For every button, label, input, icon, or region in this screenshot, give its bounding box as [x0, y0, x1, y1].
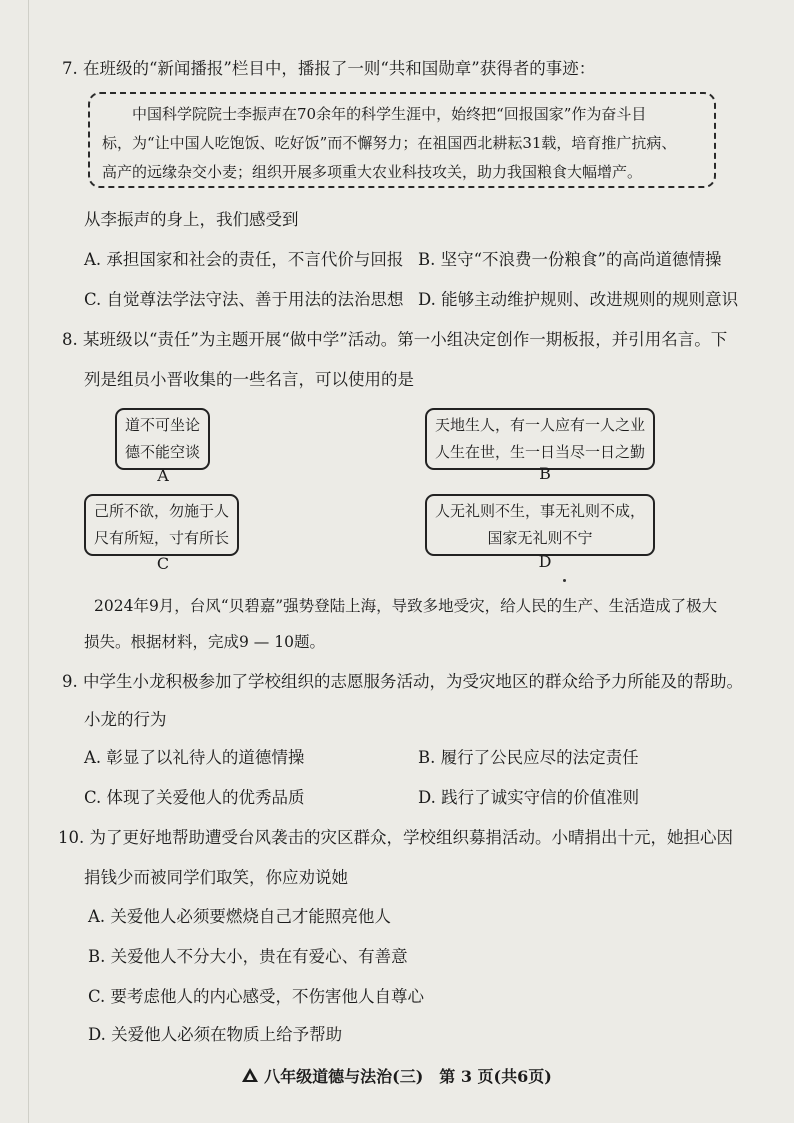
q10-option-c[interactable]: C. 要考虑他人的内心感受，不伤害他人自尊心	[88, 987, 425, 1006]
q8-quote-c-line-2: 尺有所短，寸有所长	[94, 529, 230, 547]
q7-option-d[interactable]: D. 能够主动维护规则、改进规则的规则意识	[418, 290, 739, 309]
q8-label-c: C	[156, 554, 170, 573]
q8-quote-d-line-1: 人无礼则不生，事无礼则不成，	[435, 502, 646, 520]
q9-option-c[interactable]: C. 体现了关爱他人的优秀品质	[84, 788, 305, 807]
triangle-logo-icon	[242, 1067, 258, 1086]
q8-quote-d-line-2: 国家无礼则不宁	[487, 529, 593, 547]
q8-quote-b-line-2: 人生在世，生一日当尽一日之勤	[435, 443, 646, 461]
q7-prompt: 从李振声的身上，我们感受到	[84, 210, 299, 229]
q7-material-line-3: 高产的远缘杂交小麦；组织开展多项重大农业科技攻关，助力我国粮食大幅增产。	[102, 163, 643, 181]
q7-material-box	[88, 92, 716, 188]
q8-quote-a-line-1: 道不可坐论	[125, 416, 201, 434]
footer-text: 八年级道德与法治(三) 第 3 页(共6页)	[264, 1067, 552, 1086]
stray-dot	[563, 579, 566, 582]
q10-option-b[interactable]: B. 关爱他人不分大小，贵在有爱心、有善意	[88, 947, 408, 966]
q9-prompt: 小龙的行为	[84, 710, 167, 729]
q7-option-a[interactable]: A. 承担国家和社会的责任，不言代价与回报	[84, 250, 404, 269]
q8-quote-c-line-1: 己所不欲，勿施于人	[94, 502, 230, 520]
margin-line	[28, 0, 29, 1123]
q9-option-d[interactable]: D. 践行了诚实守信的价值准则	[418, 788, 640, 807]
q8-stem-line-2: 列是组员小晋收集的一些名言，可以使用的是	[84, 370, 414, 389]
q7-option-b[interactable]: B. 坚守“不浪费一份粮食”的高尚道德情操	[418, 250, 722, 269]
q10-stem-line-1: 10. 为了更好地帮助遭受台风袭击的灾区群众，学校组织募捐活动。小晴捐出十元，她担心因	[58, 828, 733, 847]
q8-quote-a[interactable]	[115, 408, 210, 470]
q7-material-line-1: 中国科学院院士李振声在70余年的科学生涯中，始终把“回报国家”作为奋斗目	[132, 105, 647, 123]
q10-option-d[interactable]: D. 关爱他人必须在物质上给予帮助	[88, 1025, 343, 1044]
intro-line-2: 损失。根据材料，完成9 — 10题。	[84, 633, 325, 651]
q8-quote-c[interactable]	[84, 494, 239, 556]
q8-quote-b[interactable]	[425, 408, 655, 470]
q8-quote-b-line-1: 天地生人，有一人应有一人之业	[435, 416, 646, 434]
q8-label-a: A	[157, 466, 169, 485]
q7-stem: 7. 在班级的“新闻播报”栏目中，播报了一则“共和国勋章”获得者的事迹：	[62, 59, 596, 78]
q7-option-c[interactable]: C. 自觉尊法学法守法、善于用法的法治思想	[84, 290, 404, 309]
q8-quote-d[interactable]	[425, 494, 655, 556]
q8-label-b: B	[539, 464, 551, 483]
q8-quote-a-line-2: 德不能空谈	[125, 443, 201, 461]
page-footer	[0, 1064, 794, 1087]
q10-stem-line-2: 捐钱少而被同学们取笑，你应劝说她	[84, 868, 348, 887]
q9-option-a[interactable]: A. 彰显了以礼待人的道德情操	[84, 748, 305, 767]
q7-material-line-2: 标，为“让中国人吃饱饭、吃好饭”而不懈努力；在祖国西北耕耘31载，培育推广抗病、	[102, 134, 677, 152]
q9-option-b[interactable]: B. 履行了公民应尽的法定责任	[418, 748, 639, 767]
q8-stem-line-1: 8. 某班级以“责任”为主题开展“做中学”活动。第一小组决定创作一期板报，并引用名言。下	[62, 330, 728, 349]
q9-stem: 9. 中学生小龙积极参加了学校组织的志愿服务活动，为受灾地区的群众给予力所能及的帮助。	[62, 672, 743, 691]
intro-line-1: 2024年9月，台风“贝碧嘉”强势登陆上海，导致多地受灾，给人民的生产、生活造成了极大	[94, 597, 718, 615]
q8-label-d: D	[538, 552, 552, 571]
q10-option-a[interactable]: A. 关爱他人必须要燃烧自己才能照亮他人	[88, 907, 391, 926]
